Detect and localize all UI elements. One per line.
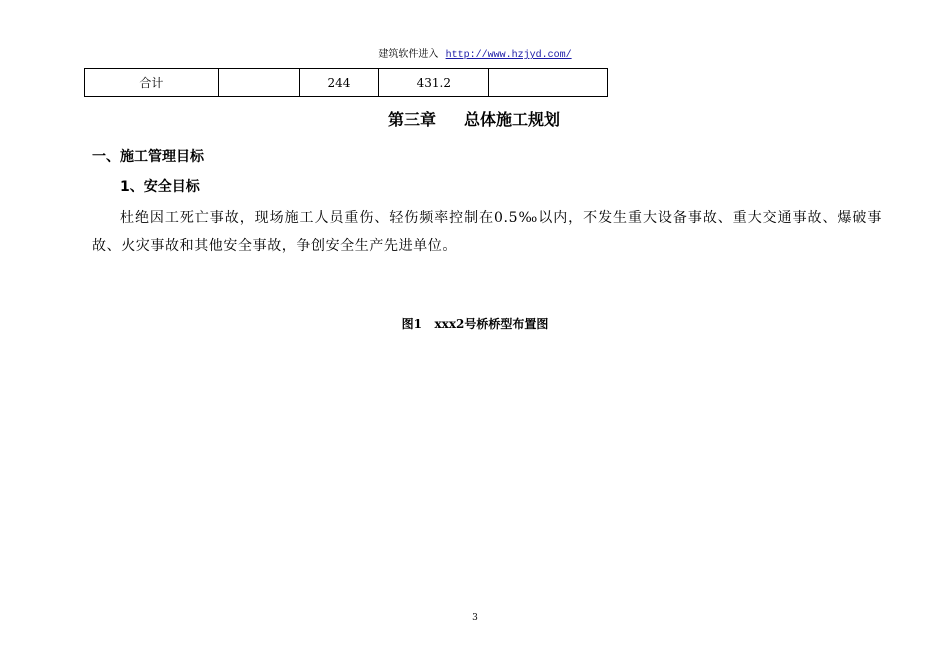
- figure-caption: [0, 316, 950, 332]
- table-cell-empty: [218, 69, 299, 97]
- page-header: [0, 48, 950, 63]
- table-cell-quantity: 244: [299, 69, 379, 97]
- figure-title: xxx2号桥桥型布置图: [434, 317, 549, 331]
- total-table: [84, 68, 608, 97]
- subsection-heading: 1、安全目标: [120, 179, 200, 195]
- header-site-link[interactable]: http://www.hzjyd.com/: [445, 50, 572, 61]
- table-row: [85, 69, 608, 97]
- table-cell-amount: 431.2: [379, 69, 489, 97]
- page-number: 3: [472, 613, 478, 623]
- chapter-title: [388, 110, 560, 130]
- chapter-number: 第三章: [388, 110, 437, 129]
- figure-label: 图1: [401, 317, 422, 331]
- table-cell-total-label: 合计: [85, 69, 219, 97]
- chapter-name: 总体施工规划: [464, 110, 561, 129]
- table-cell-empty: [489, 69, 608, 97]
- safety-goal-paragraph: 杜绝因工死亡事故，现场施工人员重伤、轻伤频率控制在0.5‰以内，不发生重大设备事故、重大交通事故、爆破事故、火灾事故和其他安全事故，争创安全生产先进单位。: [92, 210, 882, 254]
- header-site-name: 建筑软件进入: [378, 49, 439, 60]
- section-heading: 一、施工管理目标: [92, 149, 204, 165]
